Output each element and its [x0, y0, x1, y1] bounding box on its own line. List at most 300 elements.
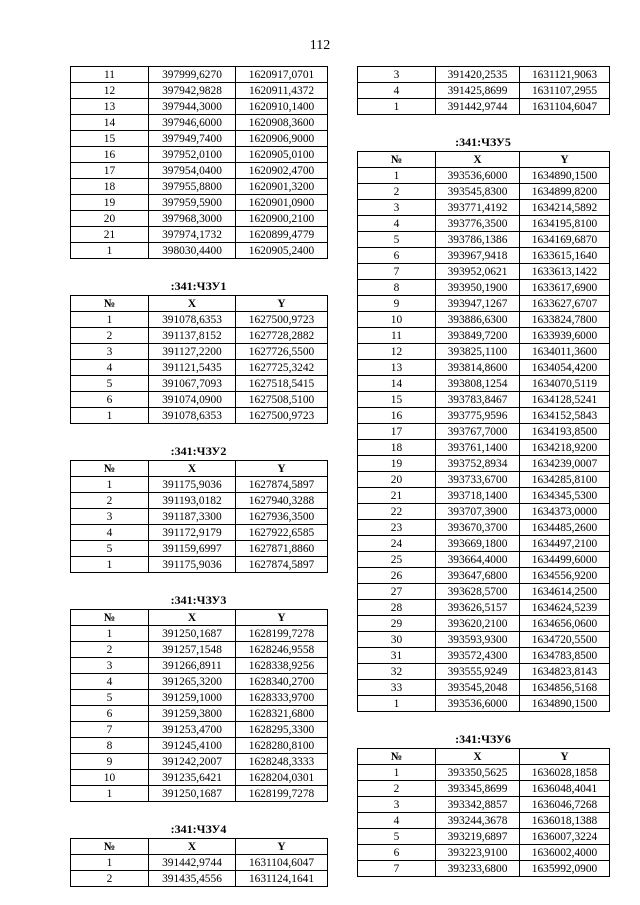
point-number: 5 [71, 376, 149, 392]
table-row [71, 83, 328, 99]
point-number: 1 [358, 168, 436, 184]
point-number: 1 [358, 696, 436, 712]
table-row [358, 536, 610, 552]
header-y: Y [236, 461, 328, 477]
coord-y: 1631107,2955 [520, 83, 610, 99]
table-row [358, 861, 610, 877]
header-y: Y [520, 749, 610, 765]
point-number: 7 [358, 861, 436, 877]
point-number: 6 [358, 248, 436, 264]
table-row [358, 504, 610, 520]
coord-x: 391435,4556 [149, 871, 236, 887]
coord-y: 1628204,0301 [236, 770, 328, 786]
coord-x: 393219,6897 [436, 829, 520, 845]
point-number: 14 [358, 376, 436, 392]
table-row [71, 376, 328, 392]
point-number: 13 [358, 360, 436, 376]
coord-x: 393950,1900 [436, 280, 520, 296]
coord-y: 1634345,5300 [520, 488, 610, 504]
coord-y: 1634499,6000 [520, 552, 610, 568]
coord-y: 1620905,2400 [236, 243, 328, 259]
table-row [358, 664, 610, 680]
coord-x: 393628,5700 [436, 584, 520, 600]
section-title: :341:ЧЗУ2 [170, 444, 227, 458]
table-row [71, 344, 328, 360]
table-row [358, 797, 610, 813]
coord-x: 393814,8600 [436, 360, 520, 376]
coord-y: 1620901,3200 [236, 179, 328, 195]
coord-y: 1636018,1388 [520, 813, 610, 829]
left-column [70, 66, 327, 887]
header-x: X [149, 296, 236, 312]
coord-x: 391187,3300 [149, 509, 236, 525]
coord-x: 393572,4300 [436, 648, 520, 664]
coord-y: 1634193,8500 [520, 424, 610, 440]
point-number: 1 [358, 765, 436, 781]
table-row [71, 642, 328, 658]
coord-y: 1634783,8500 [520, 648, 610, 664]
coord-y: 1627874,5897 [236, 477, 328, 493]
point-number: 18 [358, 440, 436, 456]
coordinates-table [70, 838, 328, 887]
coordinates-table [70, 460, 328, 573]
table-row [358, 280, 610, 296]
coord-x: 391250,1687 [149, 626, 236, 642]
table-row [71, 722, 328, 738]
coord-y: 1634556,9200 [520, 568, 610, 584]
coord-y: 1631121,9063 [520, 67, 610, 83]
coord-y: 1631124,1641 [236, 871, 328, 887]
coord-x: 391265,3200 [149, 674, 236, 690]
coord-y: 1634624,5239 [520, 600, 610, 616]
point-number: 2 [358, 184, 436, 200]
coord-x: 391078,6353 [149, 408, 236, 424]
coord-y: 1634011,3600 [520, 344, 610, 360]
header-number: № [358, 152, 436, 168]
table-row [71, 147, 328, 163]
point-number: 4 [358, 83, 436, 99]
table-row [358, 264, 610, 280]
point-number: 12 [71, 83, 149, 99]
table-row [358, 168, 610, 184]
table-row [71, 179, 328, 195]
coord-x: 391245,4100 [149, 738, 236, 754]
coord-y: 1634823,8143 [520, 664, 610, 680]
coord-x: 393707,3900 [436, 504, 520, 520]
coord-y: 1628333,9700 [236, 690, 328, 706]
coord-y: 1620910,1400 [236, 99, 328, 115]
table-row [71, 392, 328, 408]
coord-y: 1627936,3500 [236, 509, 328, 525]
coord-y: 1634285,8100 [520, 472, 610, 488]
table-row [358, 765, 610, 781]
point-number: 5 [358, 829, 436, 845]
coord-y: 1634497,2100 [520, 536, 610, 552]
point-number: 17 [358, 424, 436, 440]
coord-y: 1620908,3600 [236, 115, 328, 131]
coord-y: 1634899,8200 [520, 184, 610, 200]
coord-x: 393350,5625 [436, 765, 520, 781]
point-number: 11 [358, 328, 436, 344]
coord-x: 393886,6300 [436, 312, 520, 328]
coord-x: 393669,1800 [436, 536, 520, 552]
coord-x: 393545,8300 [436, 184, 520, 200]
coord-y: 1628199,7278 [236, 786, 328, 802]
point-number: 16 [358, 408, 436, 424]
coord-x: 391259,3800 [149, 706, 236, 722]
table-row [358, 296, 610, 312]
coord-y: 1628340,2700 [236, 674, 328, 690]
point-number: 6 [358, 845, 436, 861]
table-row [71, 557, 328, 573]
coord-y: 1627725,3242 [236, 360, 328, 376]
coord-x: 391067,7093 [149, 376, 236, 392]
coord-x: 393967,9418 [436, 248, 520, 264]
coord-x: 393620,2100 [436, 616, 520, 632]
coord-x: 393752,8934 [436, 456, 520, 472]
coord-x: 393545,2048 [436, 680, 520, 696]
point-number: 22 [358, 504, 436, 520]
table-row [71, 674, 328, 690]
coord-x: 393947,1267 [436, 296, 520, 312]
coord-x: 393733,6700 [436, 472, 520, 488]
coord-y: 1620900,2100 [236, 211, 328, 227]
point-number: 19 [358, 456, 436, 472]
coord-y: 1620901,0900 [236, 195, 328, 211]
point-number: 3 [358, 200, 436, 216]
header-x: X [436, 152, 520, 168]
table-row [358, 232, 610, 248]
point-number: 5 [71, 690, 149, 706]
coord-y: 1634128,5241 [520, 392, 610, 408]
coord-x: 393767,7000 [436, 424, 520, 440]
coord-y: 1628246,9558 [236, 642, 328, 658]
table-row [71, 211, 328, 227]
coord-x: 393718,1400 [436, 488, 520, 504]
coord-x: 391172,9179 [149, 525, 236, 541]
table-header-row [71, 296, 328, 312]
coord-x: 397968,3000 [149, 211, 236, 227]
point-number: 2 [71, 642, 149, 658]
coord-x: 397954,0400 [149, 163, 236, 179]
coord-y: 1627871,8860 [236, 541, 328, 557]
point-number: 2 [71, 493, 149, 509]
table-header-row [71, 461, 328, 477]
point-number: 6 [71, 392, 149, 408]
coord-x: 397942,9828 [149, 83, 236, 99]
coord-x: 393244,3678 [436, 813, 520, 829]
coord-y: 1634890,1500 [520, 696, 610, 712]
table-row [358, 328, 610, 344]
coord-y: 1627500,9723 [236, 408, 328, 424]
point-number: 13 [71, 99, 149, 115]
coord-x: 391074,0900 [149, 392, 236, 408]
coord-y: 1634720,5500 [520, 632, 610, 648]
coord-x: 397946,6000 [149, 115, 236, 131]
coord-y: 1636002,4000 [520, 845, 610, 861]
point-number: 3 [358, 797, 436, 813]
coord-x: 393626,5157 [436, 600, 520, 616]
header-x: X [436, 749, 520, 765]
point-number: 17 [71, 163, 149, 179]
header-number: № [71, 839, 149, 855]
table-row [358, 552, 610, 568]
coord-y: 1634070,5119 [520, 376, 610, 392]
point-number: 27 [358, 584, 436, 600]
table-row [71, 658, 328, 674]
coord-y: 1628338,9256 [236, 658, 328, 674]
coord-y: 1634218,9200 [520, 440, 610, 456]
table-row [358, 376, 610, 392]
coord-x: 393775,9596 [436, 408, 520, 424]
coord-x: 393808,1254 [436, 376, 520, 392]
table-row [71, 163, 328, 179]
coord-x: 393536,6000 [436, 168, 520, 184]
header-number: № [358, 749, 436, 765]
coordinates-table [357, 748, 610, 877]
point-number: 15 [358, 392, 436, 408]
table-row [71, 754, 328, 770]
table-row [71, 871, 328, 887]
point-number: 1 [71, 557, 149, 573]
table-header-row [71, 610, 328, 626]
point-number: 4 [358, 216, 436, 232]
point-number: 1 [358, 99, 436, 115]
coord-x: 391259,1000 [149, 690, 236, 706]
coord-y: 1620899,4779 [236, 227, 328, 243]
point-number: 8 [71, 738, 149, 754]
coord-x: 393233,6800 [436, 861, 520, 877]
coord-y: 1620917,0701 [236, 67, 328, 83]
point-number: 6 [71, 706, 149, 722]
table-row [358, 440, 610, 456]
point-number: 8 [358, 280, 436, 296]
coord-x: 391266,8911 [149, 658, 236, 674]
table-row [71, 312, 328, 328]
table-row [358, 845, 610, 861]
point-number: 31 [358, 648, 436, 664]
coord-x: 393783,8467 [436, 392, 520, 408]
point-number: 1 [71, 626, 149, 642]
header-x: X [149, 839, 236, 855]
coord-y: 1636046,7268 [520, 797, 610, 813]
coord-x: 391235,6421 [149, 770, 236, 786]
coord-y: 1633613,1422 [520, 264, 610, 280]
point-number: 3 [71, 509, 149, 525]
coord-y: 1633824,7800 [520, 312, 610, 328]
point-number: 2 [358, 781, 436, 797]
coord-y: 1633939,6000 [520, 328, 610, 344]
coord-y: 1634485,2600 [520, 520, 610, 536]
table-row [71, 99, 328, 115]
table-row [71, 115, 328, 131]
coord-x: 393825,1100 [436, 344, 520, 360]
point-number: 32 [358, 664, 436, 680]
table-row [358, 696, 610, 712]
point-number: 20 [358, 472, 436, 488]
coord-x: 391175,9036 [149, 477, 236, 493]
table-row [71, 509, 328, 525]
table-row [71, 855, 328, 871]
coord-y: 1634214,5892 [520, 200, 610, 216]
coord-x: 391137,8152 [149, 328, 236, 344]
coord-x: 393223,9100 [436, 845, 520, 861]
point-number: 5 [358, 232, 436, 248]
table-row [358, 680, 610, 696]
point-number: 9 [71, 754, 149, 770]
coord-y: 1634856,5168 [520, 680, 610, 696]
table-row [71, 706, 328, 722]
section-title: :341:ЧЗУ1 [170, 279, 227, 293]
point-number: 24 [358, 536, 436, 552]
table-row [71, 738, 328, 754]
table-row [358, 248, 610, 264]
coord-y: 1627922,6585 [236, 525, 328, 541]
coord-x: 397949,7400 [149, 131, 236, 147]
point-number: 7 [71, 722, 149, 738]
coord-y: 1634656,0600 [520, 616, 610, 632]
table-row [358, 392, 610, 408]
point-number: 1 [71, 786, 149, 802]
point-number: 4 [71, 360, 149, 376]
table-row [358, 344, 610, 360]
table-row [71, 770, 328, 786]
header-number: № [71, 461, 149, 477]
coord-x: 391257,1548 [149, 642, 236, 658]
header-y: Y [236, 296, 328, 312]
point-number: 29 [358, 616, 436, 632]
header-y: Y [236, 610, 328, 626]
table-row [71, 360, 328, 376]
coord-y: 1628248,3333 [236, 754, 328, 770]
coord-y: 1633615,1640 [520, 248, 610, 264]
coord-y: 1636028,1858 [520, 765, 610, 781]
coord-x: 393670,3700 [436, 520, 520, 536]
right-column [357, 66, 609, 877]
point-number: 14 [71, 115, 149, 131]
coord-x: 393647,6800 [436, 568, 520, 584]
coordinates-table [357, 66, 610, 115]
coord-x: 391127,2200 [149, 344, 236, 360]
coord-x: 393952,0621 [436, 264, 520, 280]
table-row [358, 360, 610, 376]
coord-y: 1633627,6707 [520, 296, 610, 312]
table-row [358, 648, 610, 664]
table-row [358, 184, 610, 200]
header-x: X [149, 461, 236, 477]
coord-x: 391078,6353 [149, 312, 236, 328]
coord-y: 1620911,4372 [236, 83, 328, 99]
coord-y: 1634152,5843 [520, 408, 610, 424]
coordinates-table [357, 151, 610, 712]
coord-y: 1627940,3288 [236, 493, 328, 509]
table-row [71, 786, 328, 802]
coord-y: 1627500,9723 [236, 312, 328, 328]
coord-y: 1631104,6047 [236, 855, 328, 871]
header-number: № [71, 610, 149, 626]
point-number: 11 [71, 67, 149, 83]
coord-y: 1628321,6800 [236, 706, 328, 722]
point-number: 18 [71, 179, 149, 195]
coordinates-table [70, 66, 328, 259]
coord-x: 393776,3500 [436, 216, 520, 232]
point-number: 3 [358, 67, 436, 83]
point-number: 20 [71, 211, 149, 227]
point-number: 30 [358, 632, 436, 648]
coord-x: 397974,1732 [149, 227, 236, 243]
coord-y: 1627726,5500 [236, 344, 328, 360]
coord-y: 1627518,5415 [236, 376, 328, 392]
point-number: 19 [71, 195, 149, 211]
table-row [71, 541, 328, 557]
coord-x: 397999,6270 [149, 67, 236, 83]
coord-y: 1634614,2500 [520, 584, 610, 600]
table-row [358, 456, 610, 472]
coord-x: 393849,7200 [436, 328, 520, 344]
section-title: :341:ЧЗУ4 [170, 822, 227, 836]
table-row [358, 568, 610, 584]
section-title: :341:ЧЗУ6 [455, 732, 511, 746]
coord-x: 391121,5435 [149, 360, 236, 376]
point-number: 4 [71, 525, 149, 541]
coord-x: 393664,4000 [436, 552, 520, 568]
coord-x: 393771,4192 [436, 200, 520, 216]
coord-y: 1634373,0000 [520, 504, 610, 520]
point-number: 1 [71, 477, 149, 493]
table-row [358, 813, 610, 829]
table-row [358, 83, 610, 99]
table-row [358, 216, 610, 232]
table-row [358, 781, 610, 797]
point-number: 3 [71, 344, 149, 360]
header-x: X [149, 610, 236, 626]
point-number: 21 [71, 227, 149, 243]
table-row [358, 520, 610, 536]
table-row [71, 477, 328, 493]
point-number: 7 [358, 264, 436, 280]
coord-x: 391442,9744 [436, 99, 520, 115]
table-row [358, 200, 610, 216]
coord-y: 1620906,9000 [236, 131, 328, 147]
table-row [358, 616, 610, 632]
coord-y: 1633617,6900 [520, 280, 610, 296]
table-row [71, 243, 328, 259]
coord-x: 391253,4700 [149, 722, 236, 738]
table-row [358, 584, 610, 600]
page-number: 112 [309, 38, 331, 53]
coord-x: 398030,4400 [149, 243, 236, 259]
coord-x: 393345,8699 [436, 781, 520, 797]
coord-x: 393555,9249 [436, 664, 520, 680]
point-number: 2 [71, 328, 149, 344]
section-title: :341:ЧЗУ5 [455, 135, 511, 149]
point-number: 4 [71, 674, 149, 690]
coord-y: 1628199,7278 [236, 626, 328, 642]
table-row [71, 131, 328, 147]
point-number: 28 [358, 600, 436, 616]
coord-y: 1627874,5897 [236, 557, 328, 573]
table-header-row [358, 749, 610, 765]
point-number: 15 [71, 131, 149, 147]
point-number: 21 [358, 488, 436, 504]
coord-y: 1631104,6047 [520, 99, 610, 115]
table-row [71, 408, 328, 424]
coord-x: 393786,1386 [436, 232, 520, 248]
table-row [71, 328, 328, 344]
coord-x: 391193,0182 [149, 493, 236, 509]
header-number: № [71, 296, 149, 312]
point-number: 33 [358, 680, 436, 696]
